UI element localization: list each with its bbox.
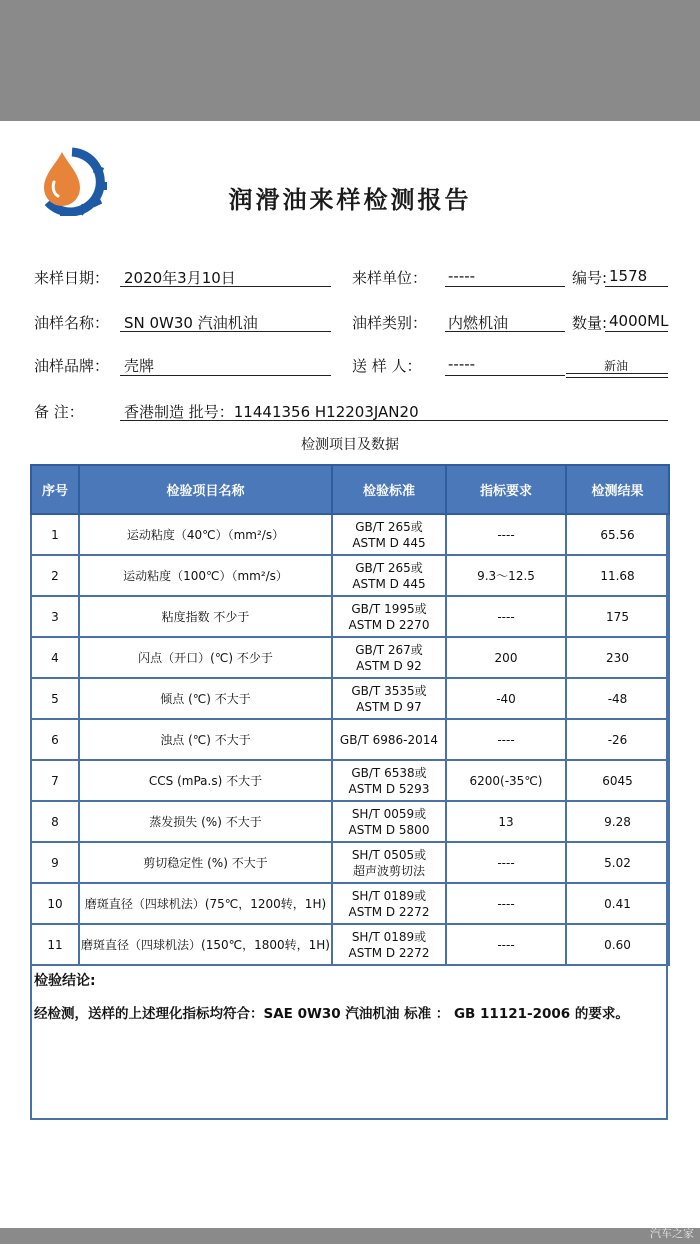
sample-date-value: 2020年3月10日 [124, 269, 236, 287]
cell-item: 蒸发损失 (%) 不大于 [79, 801, 332, 842]
oil-state-underline-1 [566, 373, 668, 374]
standard-line-2: ASTM D 445 [352, 535, 426, 550]
cell-standard [332, 760, 446, 801]
cell-no: 11 [31, 924, 79, 965]
standard-line-2: ASTM D 92 [356, 658, 422, 673]
sample-unit-underline [445, 286, 565, 287]
cell-item: 磨斑直径（四球机法）(150℃，1800转，1H) [79, 924, 332, 965]
cell-item: CCS (mPa.s) 不大于 [79, 760, 332, 801]
cell-result: -26 [566, 719, 669, 760]
cell-requirement: 9.3～12.5 [446, 555, 566, 596]
number-label: 编号: [572, 269, 608, 287]
sender-label: 送 样 人： [352, 357, 422, 375]
cell-item: 浊点 (℃) 不大于 [79, 719, 332, 760]
cell-standard [332, 637, 446, 678]
brand-underline [120, 375, 331, 376]
remarks-label: 备 注： [34, 403, 84, 421]
cell-result: 9.28 [566, 801, 669, 842]
standard-line-1: SH/T 0505或 [351, 847, 427, 862]
number-value: 1578 [609, 267, 648, 285]
sample-unit-label: 来样单位： [352, 269, 428, 287]
cell-item: 倾点 (℃) 不大于 [79, 678, 332, 719]
standard-line-1: SH/T 0189或 [351, 929, 427, 944]
cell-result: 0.41 [566, 883, 669, 924]
cell-result: 65.56 [566, 514, 669, 555]
table-row [31, 514, 669, 555]
cell-no: 10 [31, 883, 79, 924]
standard-line-2: ASTM D 2272 [348, 945, 430, 960]
standard-line-1: GB/T 1995或 [351, 601, 427, 616]
cell-standard [332, 924, 446, 965]
standard-line-2: ASTM D 2270 [348, 617, 430, 632]
col-header-requirement: 指标要求 [446, 465, 566, 514]
standard-line-2: ASTM D 97 [356, 699, 422, 714]
number-underline [605, 286, 668, 287]
cell-no: 7 [31, 760, 79, 801]
bottom-bar [0, 1228, 700, 1244]
cell-requirement: 6200(-35℃) [446, 760, 566, 801]
cell-item: 剪切稳定性 (%) 不大于 [79, 842, 332, 883]
col-header-no: 序号 [31, 465, 79, 514]
table-row [31, 924, 669, 965]
table-row [31, 637, 669, 678]
standard-line-2: 超声波剪切法 [352, 863, 425, 878]
remarks-underline [120, 420, 668, 421]
cell-item: 闪点（开口）(℃) 不少于 [79, 637, 332, 678]
standard-line-1: GB/T 3535或 [351, 683, 427, 698]
table-header-row [31, 465, 669, 514]
cell-result: 230 [566, 637, 669, 678]
standard-line-2: ASTM D 5800 [348, 822, 430, 837]
cell-item: 粘度指数 不少于 [79, 596, 332, 637]
cell-requirement: -40 [446, 678, 566, 719]
cell-requirement: ---- [446, 719, 566, 760]
table-row [31, 555, 669, 596]
sample-date-underline [120, 286, 331, 287]
cell-no: 2 [31, 555, 79, 596]
brand-label: 油样品牌： [34, 357, 110, 375]
quantity-label: 数量: [572, 314, 608, 332]
table-row [31, 596, 669, 637]
oil-name-underline [120, 331, 331, 332]
sender-underline [445, 375, 565, 376]
conclusion-text: 经检测，送样的上述理化指标均符合：SAE 0W30 汽油机油 标准 ： GB 11121-2006 的要求。 [34, 1006, 629, 1022]
cell-requirement: ---- [446, 842, 566, 883]
cell-requirement: 200 [446, 637, 566, 678]
oil-type-underline [445, 331, 565, 332]
report-title: 润滑油来样检测报告 [228, 185, 472, 214]
cell-standard [332, 801, 446, 842]
standard-line-1: SH/T 0189或 [351, 888, 427, 903]
cell-item: 运动粘度（40℃）（mm²/s） [79, 514, 332, 555]
cell-result: 0.60 [566, 924, 669, 965]
test-results-table [30, 464, 670, 966]
watermark: 汽车之家 [650, 1227, 694, 1240]
cell-standard [332, 678, 446, 719]
cell-no: 6 [31, 719, 79, 760]
sender-value: ----- [448, 355, 476, 373]
col-header-standard: 检验标准 [332, 465, 446, 514]
cell-result: 11.68 [566, 555, 669, 596]
cell-standard [332, 596, 446, 637]
cell-result: 175 [566, 596, 669, 637]
col-header-result: 检测结果 [566, 465, 669, 514]
cell-standard [332, 883, 446, 924]
cell-standard [332, 842, 446, 883]
conclusion-label: 检验结论: [34, 973, 96, 989]
cell-requirement: ---- [446, 514, 566, 555]
cell-requirement: ---- [446, 883, 566, 924]
cell-requirement: ---- [446, 596, 566, 637]
cell-no: 5 [31, 678, 79, 719]
oil-state-value: 新油 [604, 359, 629, 373]
cell-item: 磨斑直径（四球机法）(75℃，1200转，1H) [79, 883, 332, 924]
sample-date-label: 来样日期： [34, 269, 110, 287]
col-header-item: 检验项目名称 [79, 465, 332, 514]
table-row [31, 719, 669, 760]
cell-result: 5.02 [566, 842, 669, 883]
oil-state-underline-2 [566, 377, 668, 378]
cell-no: 9 [31, 842, 79, 883]
quantity-underline [605, 331, 668, 332]
brand-value: 壳牌 [124, 357, 155, 375]
quantity-value: 4000ML [609, 312, 669, 330]
standard-line-1: SH/T 0059或 [351, 806, 427, 821]
standard-line-1: GB/T 265或 [355, 519, 423, 534]
standard-line-1: GB/T 6986-2014 [339, 732, 439, 747]
cell-no: 8 [31, 801, 79, 842]
table-row [31, 760, 669, 801]
remarks-value: 香港制造 批号：11441356 H12203JAN20 [124, 403, 419, 421]
oil-type-value: 内燃机油 [448, 314, 509, 332]
oil-type-label: 油样类别： [352, 314, 428, 332]
cell-no: 3 [31, 596, 79, 637]
top-bar [0, 0, 700, 121]
cell-standard [332, 555, 446, 596]
cell-standard [332, 719, 446, 760]
cell-standard [332, 514, 446, 555]
cell-requirement: 13 [446, 801, 566, 842]
sample-unit-value: ----- [448, 267, 476, 285]
cell-no: 1 [31, 514, 79, 555]
oil-name-value: SN 0W30 汽油机油 [124, 314, 258, 332]
standard-line-2: ASTM D 2272 [348, 904, 430, 919]
standard-line-1: GB/T 265或 [355, 560, 423, 575]
table-title: 检测项目及数据 [301, 437, 399, 453]
standard-line-2: ASTM D 445 [352, 576, 426, 591]
table-row [31, 842, 669, 883]
cell-result: 6045 [566, 760, 669, 801]
table-row [31, 883, 669, 924]
oil-name-label: 油样名称： [34, 314, 110, 332]
oil-drop-gear-logo [34, 146, 108, 216]
cell-no: 4 [31, 637, 79, 678]
cell-requirement: ---- [446, 924, 566, 965]
standard-line-1: GB/T 6538或 [351, 765, 427, 780]
standard-line-2: ASTM D 5293 [348, 781, 430, 796]
table-row [31, 678, 669, 719]
standard-line-1: GB/T 267或 [355, 642, 423, 657]
table-row [31, 801, 669, 842]
cell-result: -48 [566, 678, 669, 719]
cell-item: 运动粘度（100℃）（mm²/s） [79, 555, 332, 596]
